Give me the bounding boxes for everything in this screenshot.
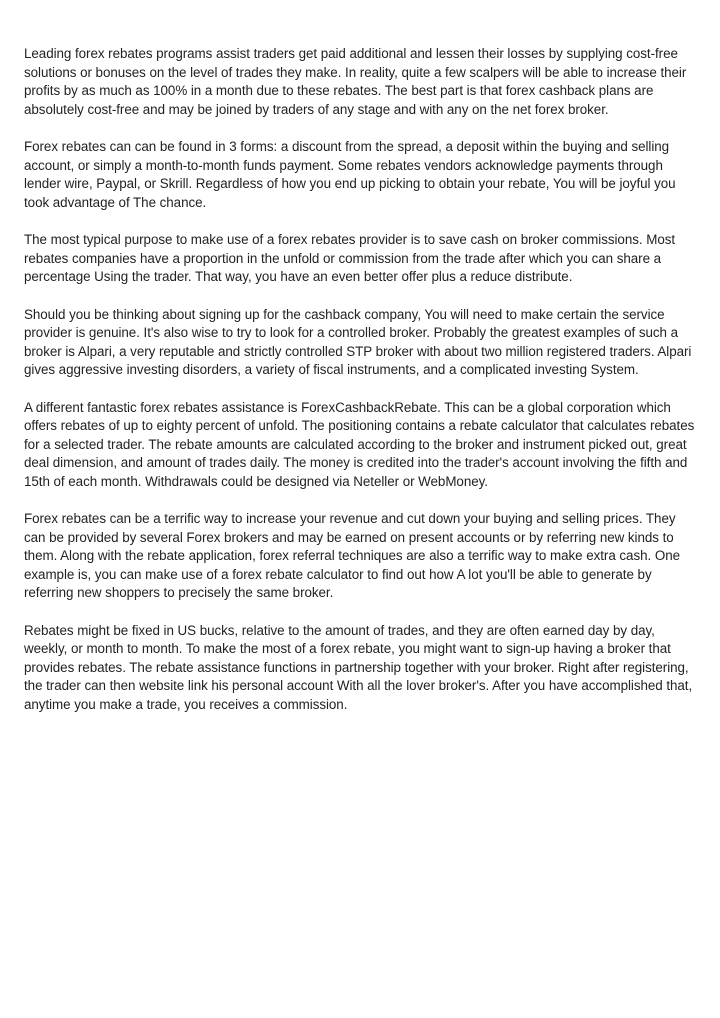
paragraph-1: Leading forex rebates programs assist traders get paid additional and lessen their losses by supplying cost-free solutions or bonuses on the level of trades they make. In reality, quite a few scalpers will be able to increase their profits by as much as 100% in a month due to these rebates. The best part is that forex cashback plans are absolutely cost-free and may be joined by traders of any stage and with any on the net forex broker.: [24, 46, 687, 117]
paragraph-4: Should you be thinking about signing up for the cashback company, You will need to make certain the service provider is genuine. It's also wise to try to look for a controlled broker. Probably the greatest examples of such a broker is Alpari, a very reputable and strictly controlled STP broker with about two million registered traders. Alpari gives aggressive investing disorders, a variety of fiscal instruments, and a complicated investing System.: [24, 306, 692, 377]
paragraph-5: A different fantastic forex rebates assistance is ForexCashbackRebate. This can be a global corporation which offers rebates of up to eighty percent of unfold. The positioning contains a rebate calculator that calculates rebates for a selected trader. The rebate amounts are calculated according to the broker and instrument picked out, great deal dimension, and amount of trades daily. The money is credited into the trader's account involving the fifth and 15th of each month. Withdrawals could be designed via Neteller or WebMoney.: [24, 399, 695, 489]
paragraph-6: Forex rebates can be a terrific way to increase your revenue and cut down your buying and selling prices. They can be provided by several Forex brokers and may be earned on present accounts or by referring new kinds to them. Along with the rebate application, forex referral techniques are also a terrific way to make extra cash. One example is, you can make use of a forex rebate calculator to find out how A lot you'll be able to generate by referring new shoppers to precisely the same broker.: [24, 511, 680, 600]
paragraph-3: The most typical purpose to make use of a forex rebates provider is to save cash on broker commissions. Most rebates companies have a proportion in the unfold or commission from the trade after which you can share a percentage Using the trader. That way, you have an even better offer plus a reduce distribute.: [24, 232, 676, 284]
document-body: [24, 45, 700, 733]
paragraph-2: Forex rebates can can be found in 3 forms: a discount from the spread, a deposit within the buying and selling account, or simply a month-to-month funds payment. Some rebates vendors acknowledge payments through lender wire, Paypal, or Skrill. Regardless of how you end up picking to obtain your rebate, You will be joyful you took advantage of The chance.: [24, 139, 676, 210]
paragraph-7: Rebates might be fixed in US bucks, relative to the amount of trades, and they are often earned day by day, weekly, or month to month. To make the most of a forex rebate, you might want to sign-up having a broker that provides rebates. The rebate assistance functions in partnership together with your broker. Right after registering, the trader can then website link his personal account With all the lover broker's. After you have accomplished that, anytime you make a trade, you receives a commission.: [24, 622, 693, 712]
